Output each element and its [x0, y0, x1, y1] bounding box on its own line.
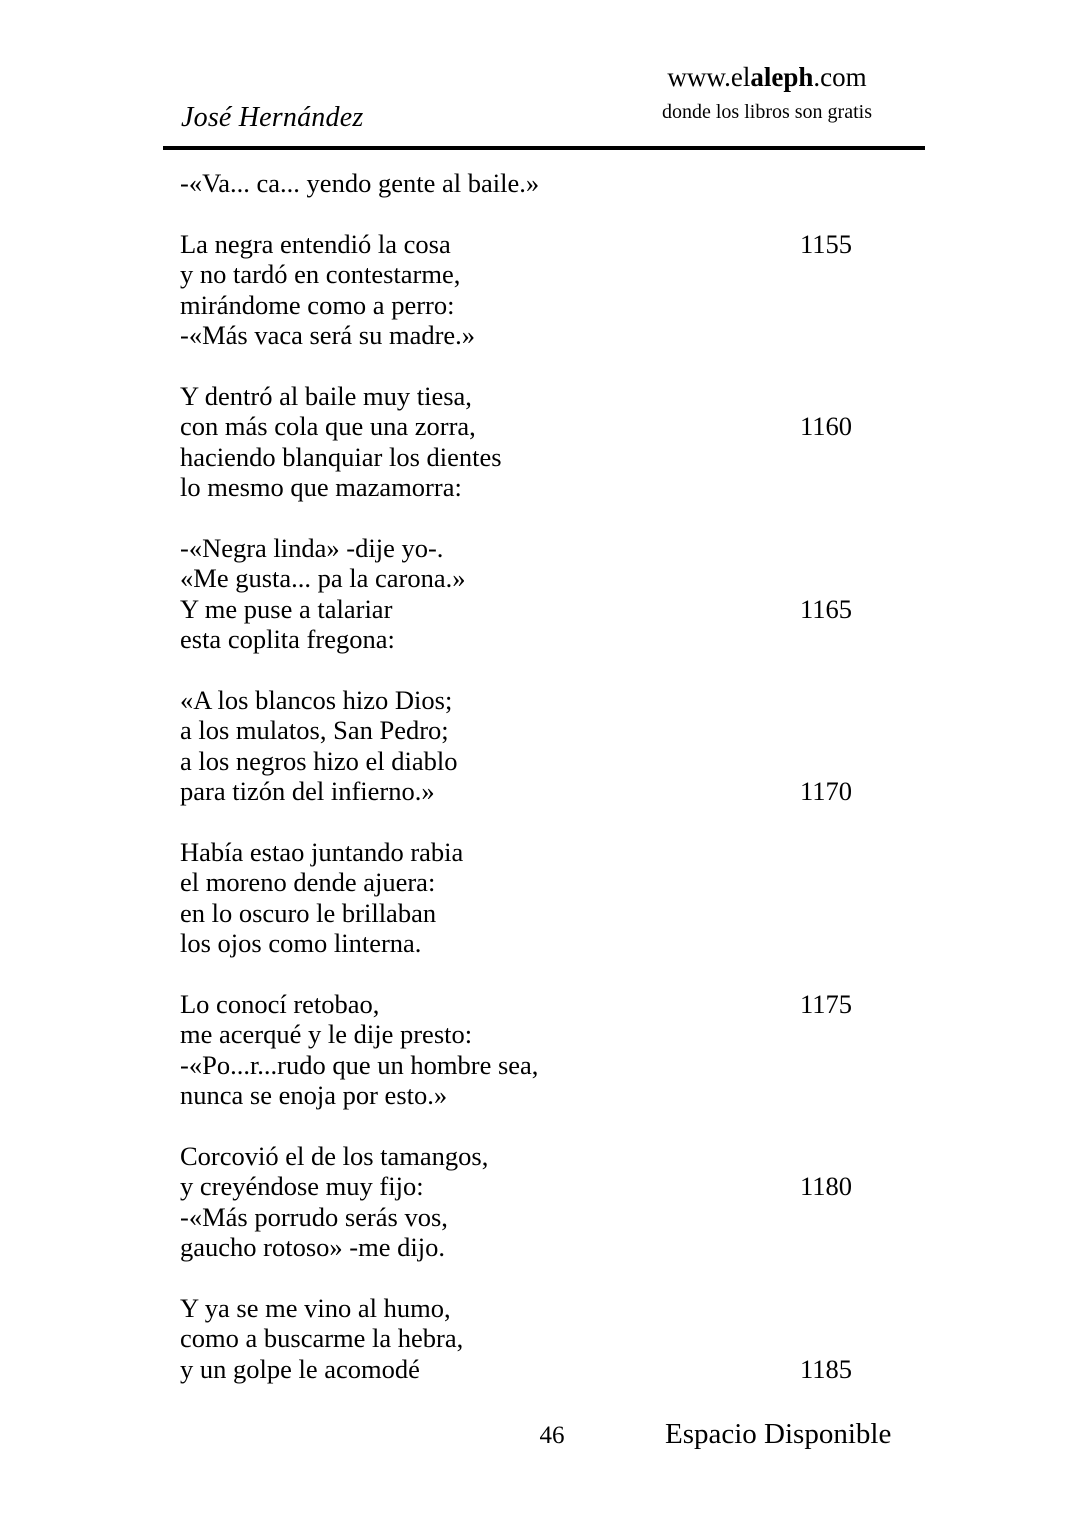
stanza: [180, 229, 925, 351]
verse-line-text: «A los blancos hizo Dios;: [180, 684, 453, 715]
stanza: [180, 533, 925, 655]
verse-line-text: para tizón del infierno.»: [180, 776, 435, 806]
verse-line-text: el moreno dende ajuera:: [180, 867, 436, 897]
page-header: [163, 62, 925, 140]
stanza: [180, 837, 925, 959]
verse-line: [180, 867, 925, 898]
header-divider-rule: [163, 146, 925, 150]
verse-line-number: 1160: [800, 411, 853, 441]
verse-line: [180, 229, 925, 260]
verse-line: [180, 746, 925, 777]
header-publisher-block: [617, 62, 917, 125]
verse-line: [180, 1141, 925, 1172]
verse-line-text: y no tardó en contestarme,: [180, 259, 461, 289]
stanza: [180, 1293, 925, 1385]
verse-line-text: a los mulatos, San Pedro;: [180, 715, 449, 745]
header-website-url: [617, 62, 917, 93]
footer-note: Espacio Disponible: [665, 1418, 892, 1450]
verse-line: [180, 685, 925, 716]
verse-line-text: como a buscarme la hebra,: [180, 1323, 464, 1353]
verse-line: [180, 1171, 925, 1202]
verse-line: [180, 290, 925, 321]
verse-line-text: -«Más vaca será su madre.»: [180, 320, 476, 350]
stanza: [180, 989, 925, 1111]
verse-line-number: 1155: [800, 228, 853, 259]
verse-line-text: La negra entendió la cosa: [180, 228, 451, 259]
verse-line: [180, 989, 925, 1020]
verse-line-number: 1175: [800, 988, 853, 1019]
verse-line: [180, 1019, 925, 1050]
website-url-brand: aleph: [750, 62, 814, 92]
verse-line: [180, 1202, 925, 1233]
stanza: [180, 1141, 925, 1263]
verse-line-text: lo mesmo que mazamorra:: [180, 472, 462, 502]
verse-line: [180, 320, 925, 351]
verse-line-text: mirándome como a perro:: [180, 289, 455, 320]
header-author-name: José Hernández: [181, 102, 364, 133]
stanza: [180, 685, 925, 807]
verse-line: [180, 1050, 925, 1081]
verse-line-number: 1165: [800, 593, 853, 624]
page-number: 46: [539, 1422, 565, 1449]
verse-line-text: a los negros hizo el diablo: [180, 745, 458, 776]
verse-line-text: me acerqué y le dije presto:: [180, 1019, 473, 1049]
page-footer: [0, 1418, 1080, 1472]
verse-line-number: 1185: [800, 1353, 853, 1384]
verse-line: [180, 776, 925, 807]
verse-line: [180, 442, 925, 473]
verse-line-text: Lo conocí retobao,: [180, 988, 380, 1019]
verse-line: [180, 715, 925, 746]
verse-line-text: -«Po...r...rudo que un hombre sea,: [180, 1049, 539, 1080]
poem-body: [180, 168, 925, 1414]
verse-line-text: en lo oscuro le brillaban: [180, 897, 437, 928]
verse-line-text: y un golpe le acomodé: [180, 1353, 420, 1384]
verse-line: [180, 1232, 925, 1263]
verse-line-text: los ojos como linterna.: [180, 928, 422, 958]
verse-line-text: haciendo blanquiar los dientes: [180, 441, 502, 472]
verse-line-text: Y ya se me vino al humo,: [180, 1292, 451, 1323]
verse-line: [180, 837, 925, 868]
verse-line-text: esta coplita fregona:: [180, 624, 395, 654]
verse-line: [180, 381, 925, 412]
verse-line: [180, 168, 925, 199]
stanza: [180, 381, 925, 503]
verse-line-number: 1170: [800, 776, 853, 806]
verse-line: [180, 563, 925, 594]
header-tagline: donde los libros son gratis: [662, 101, 872, 124]
stanza: [180, 168, 925, 199]
verse-line: [180, 898, 925, 929]
verse-line: [180, 624, 925, 655]
verse-line: [180, 533, 925, 564]
verse-line: [180, 1293, 925, 1324]
verse-line-text: -«Negra linda» -dije yo-.: [180, 532, 444, 563]
verse-line-text: y creyéndose muy fijo:: [180, 1171, 424, 1201]
verse-line: [180, 411, 925, 442]
verse-line-text: -«Va... ca... yendo gente al baile.»: [180, 168, 540, 198]
verse-line: [180, 259, 925, 290]
verse-line: [180, 472, 925, 503]
verse-line-text: «Me gusta... pa la carona.»: [180, 563, 466, 593]
verse-line: [180, 594, 925, 625]
verse-line-text: Y dentró al baile muy tiesa,: [180, 380, 472, 411]
verse-line: [180, 1080, 925, 1111]
verse-line-number: 1180: [800, 1171, 853, 1201]
verse-line-text: Corcovió el de los tamangos,: [180, 1140, 489, 1171]
verse-line: [180, 1323, 925, 1354]
verse-line-text: Y me puse a talariar: [180, 593, 393, 624]
verse-line-text: nunca se enoja por esto.»: [180, 1080, 448, 1110]
verse-line-text: -«Más porrudo serás vos,: [180, 1201, 448, 1232]
verse-line-text: Había estao juntando rabia: [180, 836, 464, 867]
website-url-suffix: .com: [813, 62, 867, 92]
verse-line-text: gaucho rotoso» -me dijo.: [180, 1232, 445, 1262]
verse-line: [180, 1354, 925, 1385]
verse-line: [180, 928, 925, 959]
website-url-prefix: www.el: [667, 62, 751, 92]
verse-line-text: con más cola que una zorra,: [180, 411, 476, 441]
